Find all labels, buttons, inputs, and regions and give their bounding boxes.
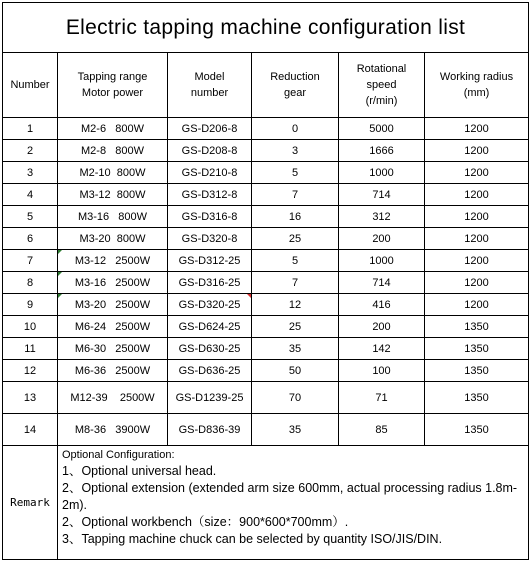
- cell-radius: 1200: [425, 206, 529, 228]
- cell-spec: M12-39 2500W: [58, 382, 168, 414]
- table-title: Electric tapping machine configuration list: [3, 3, 529, 53]
- header-tapping-range: Tapping range Motor power: [58, 53, 168, 118]
- cell-spec: M2-6 800W: [58, 118, 168, 140]
- cell-number: 4: [3, 184, 58, 206]
- table-row: [3, 338, 529, 360]
- title-row: [3, 3, 529, 53]
- cell-speed: 416: [339, 294, 425, 316]
- cell-model: GS-D630-25: [168, 338, 252, 360]
- cell-model: GS-D316-8: [168, 206, 252, 228]
- cell-gear: 0: [252, 118, 339, 140]
- cell-radius: 1350: [425, 338, 529, 360]
- cell-model: GS-D208-8: [168, 140, 252, 162]
- header-reduction-gear: Reduction gear: [252, 53, 339, 118]
- cell-spec: M3-12 2500W: [58, 250, 168, 272]
- cell-gear: 35: [252, 338, 339, 360]
- cell-speed: 200: [339, 316, 425, 338]
- cell-radius: 1200: [425, 272, 529, 294]
- cell-radius: 1200: [425, 140, 529, 162]
- cell-gear: 35: [252, 414, 339, 446]
- cell-gear: 3: [252, 140, 339, 162]
- table-row: [3, 414, 529, 446]
- cell-number: 12: [3, 360, 58, 382]
- cell-number: 7: [3, 250, 58, 272]
- cell-number: 5: [3, 206, 58, 228]
- table-row: [3, 162, 529, 184]
- cell-radius: 1200: [425, 162, 529, 184]
- table-row: [3, 184, 529, 206]
- table-row: [3, 250, 529, 272]
- cell-model: GS-D316-25: [168, 272, 252, 294]
- table-row: [3, 272, 529, 294]
- cell-number: 10: [3, 316, 58, 338]
- cell-model: GS-D320-8: [168, 228, 252, 250]
- cell-model: GS-D624-25: [168, 316, 252, 338]
- cell-radius: 1200: [425, 250, 529, 272]
- cell-spec: M3-16 2500W: [58, 272, 168, 294]
- cell-spec: M2-10 800W: [58, 162, 168, 184]
- cell-spec: M3-12 800W: [58, 184, 168, 206]
- cell-radius: 1350: [425, 382, 529, 414]
- cell-model: GS-D320-25: [168, 294, 252, 316]
- cell-spec: M6-30 2500W: [58, 338, 168, 360]
- configuration-table: [2, 2, 529, 560]
- cell-speed: 714: [339, 184, 425, 206]
- header-rotational-speed: Rotational speed (r/min): [339, 53, 425, 118]
- cell-number: 9: [3, 294, 58, 316]
- table-row: [3, 228, 529, 250]
- header-working-radius: Working radius (mm): [425, 53, 529, 118]
- cell-radius: 1350: [425, 414, 529, 446]
- cell-number: 6: [3, 228, 58, 250]
- remark-row: [3, 446, 529, 560]
- header-row: [3, 53, 529, 118]
- cell-gear: 50: [252, 360, 339, 382]
- remark-content: [58, 446, 529, 560]
- remark-heading: Optional Configuration:: [62, 449, 175, 461]
- cell-model: GS-D312-8: [168, 184, 252, 206]
- remark-line: 3、Tapping machine chuck can be selected by quantity ISO/JIS/DIN.: [62, 532, 443, 546]
- cell-model: GS-D206-8: [168, 118, 252, 140]
- cell-gear: 5: [252, 250, 339, 272]
- cell-speed: 5000: [339, 118, 425, 140]
- cell-speed: 1000: [339, 162, 425, 184]
- cell-number: 8: [3, 272, 58, 294]
- cell-gear: 7: [252, 272, 339, 294]
- table-row: [3, 316, 529, 338]
- cell-gear: 5: [252, 162, 339, 184]
- cell-radius: 1350: [425, 316, 529, 338]
- remark-line: 2、Optional workbench（size：900*600*700mm）.: [62, 515, 349, 529]
- cell-number: 14: [3, 414, 58, 446]
- cell-model: GS-D1239-25: [168, 382, 252, 414]
- cell-speed: 142: [339, 338, 425, 360]
- header-number: Number: [3, 53, 58, 118]
- cell-gear: 25: [252, 228, 339, 250]
- cell-number: 11: [3, 338, 58, 360]
- cell-speed: 312: [339, 206, 425, 228]
- cell-gear: 7: [252, 184, 339, 206]
- cell-number: 13: [3, 382, 58, 414]
- cell-spec: M6-24 2500W: [58, 316, 168, 338]
- cell-gear: 12: [252, 294, 339, 316]
- cell-spec: M6-36 2500W: [58, 360, 168, 382]
- table-row: [3, 360, 529, 382]
- cell-spec: M3-20 800W: [58, 228, 168, 250]
- cell-radius: 1200: [425, 118, 529, 140]
- cell-spec: M8-36 3900W: [58, 414, 168, 446]
- cell-radius: 1350: [425, 360, 529, 382]
- cell-number: 1: [3, 118, 58, 140]
- cell-speed: 100: [339, 360, 425, 382]
- cell-spec: M3-16 800W: [58, 206, 168, 228]
- cell-model: GS-D210-8: [168, 162, 252, 184]
- cell-radius: 1200: [425, 184, 529, 206]
- remark-line: 1、Optional universal head.: [62, 464, 217, 478]
- table-row: [3, 382, 529, 414]
- remark-line: 2、Optional extension (extended arm size 600mm, actual processing radius 1.8m-2m).: [62, 481, 518, 512]
- cell-spec: M3-20 2500W: [58, 294, 168, 316]
- cell-gear: 25: [252, 316, 339, 338]
- cell-speed: 85: [339, 414, 425, 446]
- cell-speed: 714: [339, 272, 425, 294]
- cell-speed: 1666: [339, 140, 425, 162]
- cell-speed: 71: [339, 382, 425, 414]
- cell-spec: M2-8 800W: [58, 140, 168, 162]
- cell-gear: 70: [252, 382, 339, 414]
- cell-model: GS-D312-25: [168, 250, 252, 272]
- table-row: [3, 206, 529, 228]
- cell-radius: 1200: [425, 228, 529, 250]
- header-model-number: Model number: [168, 53, 252, 118]
- cell-number: 2: [3, 140, 58, 162]
- table-row: [3, 140, 529, 162]
- cell-speed: 200: [339, 228, 425, 250]
- table-row: [3, 118, 529, 140]
- remark-label: Remark: [3, 446, 58, 560]
- cell-speed: 1000: [339, 250, 425, 272]
- cell-gear: 16: [252, 206, 339, 228]
- cell-model: GS-D636-25: [168, 360, 252, 382]
- table-row: [3, 294, 529, 316]
- cell-model: GS-D836-39: [168, 414, 252, 446]
- cell-number: 3: [3, 162, 58, 184]
- cell-radius: 1200: [425, 294, 529, 316]
